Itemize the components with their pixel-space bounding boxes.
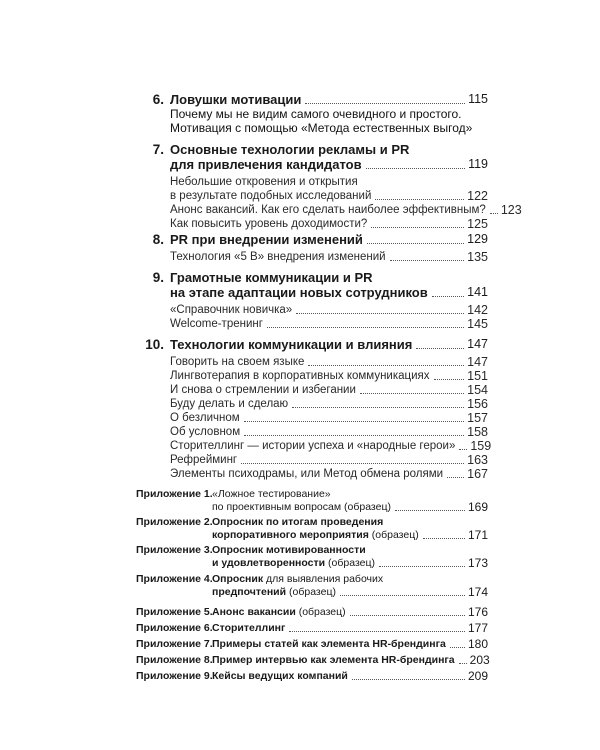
leader-dots <box>459 663 467 664</box>
appendix-title-cont: по проективным вопросам <box>212 501 342 513</box>
appendix-title: Опросник мотивированности <box>212 544 366 556</box>
toc-subsection[interactable] <box>170 250 488 264</box>
chapter-title: Грамотные коммуникации и PR <box>170 270 373 285</box>
page-number: 159 <box>470 439 492 453</box>
leader-dots <box>390 260 465 261</box>
appendix-label: Приложение 3. <box>136 544 213 556</box>
chapter-title: Технологии коммуникации и влияния <box>170 337 413 352</box>
toc-subsection[interactable] <box>170 439 492 453</box>
page-number: 115 <box>468 92 488 106</box>
leader-dots <box>244 435 464 436</box>
chapter-title-cont: для привлечения кандидатов <box>170 157 362 172</box>
page-number: 171 <box>467 528 488 542</box>
toc-subsection[interactable] <box>170 203 522 217</box>
appendix-label: Приложение 4. <box>136 573 213 585</box>
toc-appendix-9[interactable] <box>136 670 488 683</box>
page-number: 123 <box>500 203 522 217</box>
toc-subsection[interactable] <box>170 467 488 481</box>
leader-dots <box>244 421 464 422</box>
page-number: 122 <box>467 189 488 203</box>
toc-subsection[interactable] <box>170 189 488 203</box>
subsection-title: Небольшие откровения и открытия <box>170 176 358 188</box>
chapter-number: 6. <box>152 92 164 107</box>
leader-dots <box>267 327 464 328</box>
toc-subsection[interactable] <box>170 425 488 439</box>
subsection-title: Анонс вакансий. Как его сделать наиболее эффективным? <box>170 204 486 216</box>
leader-dots <box>375 199 464 200</box>
chapter-title: PR при внедрении изменений <box>170 232 363 247</box>
appendix-label: Приложение 7. <box>136 638 213 650</box>
page-number: 141 <box>467 285 488 299</box>
leader-dots <box>416 348 464 349</box>
toc-chapter-7[interactable] <box>138 142 522 231</box>
toc-subsection[interactable] <box>170 411 488 425</box>
subsection-title: Рефрейминг <box>170 454 238 466</box>
appendix-title: Сторителлинг <box>212 622 286 634</box>
appendix-title-rest: для выявления рабочих <box>266 573 384 585</box>
appendix-title: Опросник по итогам проведения <box>212 516 384 528</box>
page-number: 147 <box>467 355 488 369</box>
leader-dots <box>450 647 465 648</box>
page-number: 163 <box>467 453 488 467</box>
page-number: 169 <box>467 500 488 514</box>
appendix-title: Пример интервью как элемента HR-брендинга <box>212 654 455 666</box>
leader-dots <box>395 510 465 511</box>
appendix-label: Приложение 2. <box>136 516 213 528</box>
subsection-title-cont: в результате подобных исследований <box>170 190 372 202</box>
page-number: 180 <box>467 637 488 651</box>
appendix-note: (образец) <box>344 501 391 513</box>
appendix-title: Опросник <box>212 573 264 585</box>
leader-dots <box>434 379 465 380</box>
leader-dots <box>241 463 464 464</box>
chapter-title: Основные технологии рекламы и PR <box>170 142 410 157</box>
toc-appendix-3[interactable] <box>136 544 488 570</box>
chapter-number: 8. <box>152 232 164 247</box>
toc-appendix-8[interactable] <box>136 654 488 667</box>
leader-dots <box>367 243 464 244</box>
appendix-label: Приложение 8. <box>136 654 213 666</box>
toc-appendix-1[interactable] <box>136 488 488 514</box>
page-number: 151 <box>467 369 488 383</box>
page-number: 157 <box>467 411 488 425</box>
page-number: 125 <box>467 217 488 231</box>
chapter-title: Ловушки мотивации <box>170 92 302 107</box>
toc-subsection[interactable] <box>170 317 488 331</box>
subsection-title: «Справочник новичка» <box>170 304 293 316</box>
leader-dots <box>340 595 465 596</box>
appendix-title-cont: и удовлетворенности <box>212 557 326 569</box>
chapter-number: 7. <box>152 142 164 157</box>
toc-appendix-4[interactable] <box>136 573 488 599</box>
page-number: 156 <box>467 397 488 411</box>
subsection-title: Элементы психодрамы, или Метод обмена ролями <box>170 468 444 480</box>
page-number: 142 <box>467 303 488 317</box>
chapter-intro: Мотивация с помощью «Метода естественных выгод» <box>170 121 473 135</box>
appendix-title: «Ложное тестирование» <box>212 488 331 500</box>
appendix-title-cont: предпочтений <box>212 586 287 598</box>
toc-subsection[interactable] <box>170 453 488 467</box>
subsection-title: Говорить на своем языке <box>170 356 305 368</box>
subsection-title: Об условном <box>170 426 241 438</box>
chapter-number: 10. <box>145 337 164 352</box>
page-number: 129 <box>467 232 488 246</box>
subsection-title: О безличном <box>170 412 240 424</box>
leader-dots <box>423 538 465 539</box>
leader-dots <box>350 615 465 616</box>
toc-chapter-8[interactable] <box>138 232 488 264</box>
appendix-note: (образец) <box>289 586 336 598</box>
toc-chapter-6[interactable] <box>138 92 488 135</box>
leader-dots <box>459 449 467 450</box>
appendix-note: (образец) <box>371 529 419 541</box>
page-number: 174 <box>467 585 488 599</box>
page-number: 154 <box>467 383 488 397</box>
chapter-intro: Почему мы не видим самого очевидного и простого. <box>170 107 462 121</box>
appendix-label: Приложение 1. <box>136 488 213 500</box>
page-number: 147 <box>467 337 488 351</box>
toc-subsection[interactable] <box>170 397 488 411</box>
leader-dots <box>360 393 464 394</box>
appendix-title: Кейсы ведущих компаний <box>212 670 348 682</box>
toc-subsection[interactable] <box>170 369 488 383</box>
toc-appendix-5[interactable] <box>136 606 488 619</box>
page-number: 209 <box>467 669 488 683</box>
leader-dots <box>296 313 464 314</box>
subsection-title: Лингвотерапия в корпоративных коммуникациях <box>170 370 430 382</box>
subsection-title: Сторителлинг — истории успеха и «народные герои» <box>170 440 456 452</box>
appendix-note: (образец) <box>328 557 375 569</box>
toc-appendix-2[interactable] <box>136 516 488 542</box>
leader-dots <box>447 477 464 478</box>
toc-appendix-7[interactable] <box>136 638 488 651</box>
subsection-title: Как повысить уровень доходимости? <box>170 218 368 230</box>
toc-chapter-9[interactable] <box>138 270 488 331</box>
appendix-label: Приложение 6. <box>136 622 213 634</box>
appendix-note: (образец) <box>298 606 346 618</box>
subsection-title: Буду делать и сделаю <box>170 398 289 410</box>
subsection-title: Welcome-тренинг <box>170 318 263 330</box>
leader-dots <box>371 227 464 228</box>
page-number: 203 <box>469 653 490 667</box>
leader-dots <box>308 365 464 366</box>
toc-appendix-6[interactable] <box>136 622 488 635</box>
page-number: 176 <box>467 605 488 619</box>
appendix-title: Примеры статей как элемента HR-брендинга <box>212 638 446 650</box>
page-number: 119 <box>468 157 488 171</box>
page-number: 145 <box>467 317 488 331</box>
subsection-title: И снова о стремлении и избегании <box>170 384 356 396</box>
page-number: 173 <box>467 556 488 570</box>
leader-dots <box>379 566 465 567</box>
page-number: 177 <box>467 621 488 635</box>
toc-subsection[interactable] <box>170 217 488 231</box>
leader-dots <box>292 407 464 408</box>
appendix-label: Приложение 9. <box>136 670 213 682</box>
appendix-title-cont: корпоративного мероприятия <box>212 529 369 541</box>
appendix-title: Анонс вакансии <box>212 606 296 618</box>
leader-dots <box>490 213 498 214</box>
page-number: 135 <box>467 250 488 264</box>
chapter-number: 9. <box>152 270 164 285</box>
toc-subsection[interactable] <box>170 383 488 397</box>
subsection-title: Технология «5 В» внедрения изменений <box>170 251 386 263</box>
leader-dots <box>289 631 465 632</box>
page-number: 158 <box>467 425 488 439</box>
toc-subsection[interactable] <box>170 355 488 369</box>
toc-subsection[interactable] <box>170 303 488 317</box>
leader-dots <box>432 296 464 297</box>
appendix-label: Приложение 5. <box>136 606 213 618</box>
toc-chapter-10[interactable] <box>138 337 492 481</box>
chapter-title-cont: на этапе адаптации новых сотрудников <box>170 285 428 300</box>
page-number: 167 <box>467 467 488 481</box>
leader-dots <box>305 103 465 104</box>
leader-dots <box>366 168 465 169</box>
leader-dots <box>352 679 465 680</box>
